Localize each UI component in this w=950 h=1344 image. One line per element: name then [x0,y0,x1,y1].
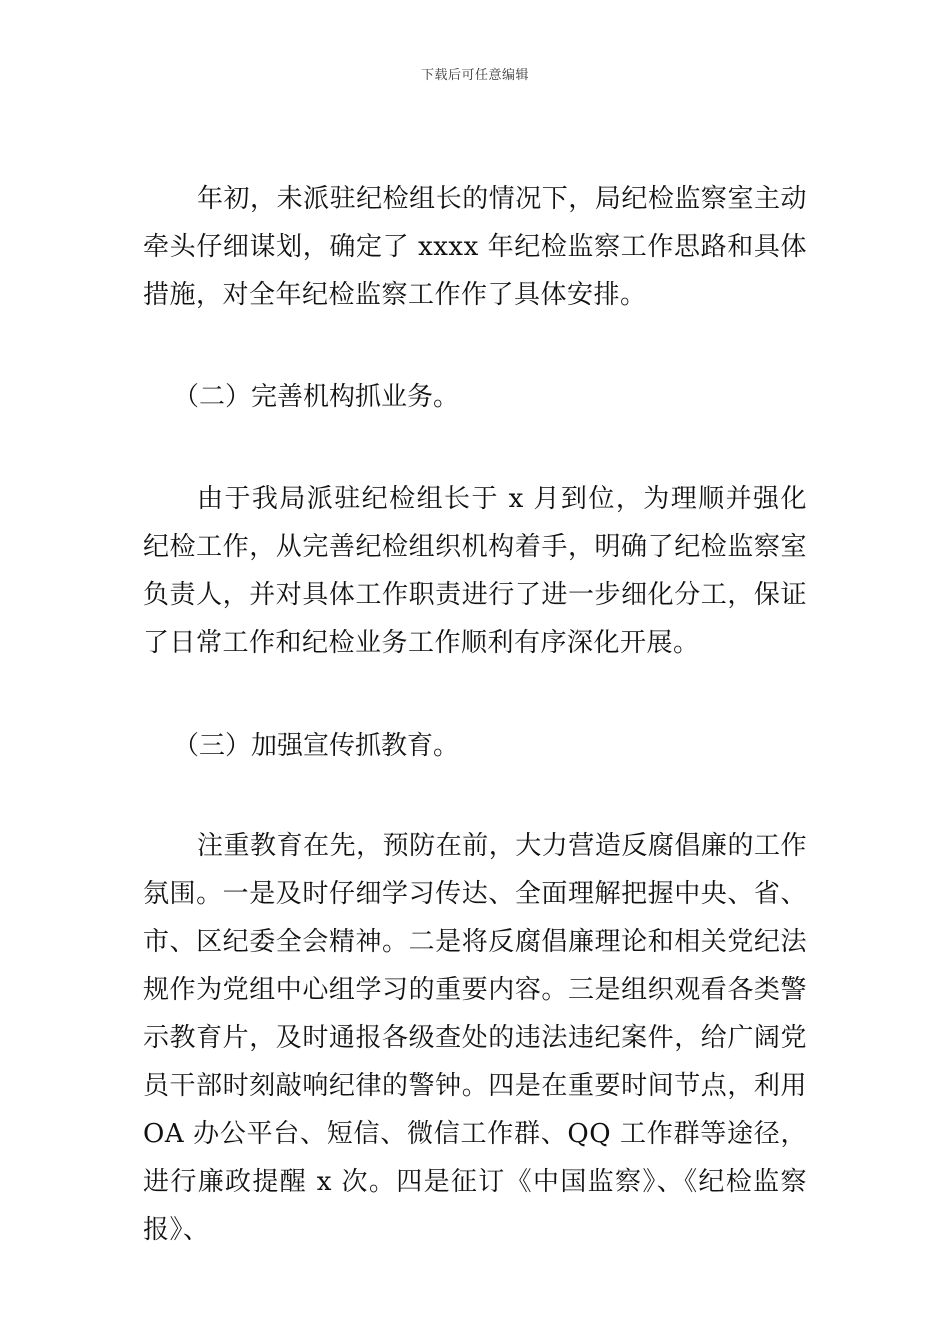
section-heading-3: （三）加强宣传抓教育。 [173,731,460,761]
paragraph-education: 注重教育在先，预防在前，大力营造反腐倡廉的工作氛围。一是及时仔细学习传达、全面理解把握中央、省、市、区纪委全会精神。二是将反腐倡廉理论和相关党纪法规作为党组中心组学习的重要内容。三是组织观看各类警示教育片，及时通报各级查处的违法违纪案件，给广阔党员干部时刻敲响纪律的警钟。四是在重要时间节点，利用 OA 办公平台、短信、微信工作群、QQ 工作群等途径，进行廉政提醒 x 次。四是征订《中国监察》、《纪检监察报》、 [143,831,807,1245]
paragraph-annual-plan: 年初，未派驻纪检组长的情况下，局纪检监察室主动牵头仔细谋划，确定了 xxxx 年纪检监察工作思路和具体措施，对全年纪检监察工作作了具体安排。 [143,184,807,310]
section-heading-2: （二）完善机构抓业务。 [173,382,460,412]
paragraph-organization: 由于我局派驻纪检组长于 x 月到位，为理顺并强化纪检工作，从完善纪检组织机构着手，明确了纪检监察室负责人，并对具体工作职责进行了进一步细化分工，保证了日常工作和纪检业务工作顺利有序深化开展。 [143,484,807,658]
page-header: 下载后可任意编辑 [420,68,529,83]
